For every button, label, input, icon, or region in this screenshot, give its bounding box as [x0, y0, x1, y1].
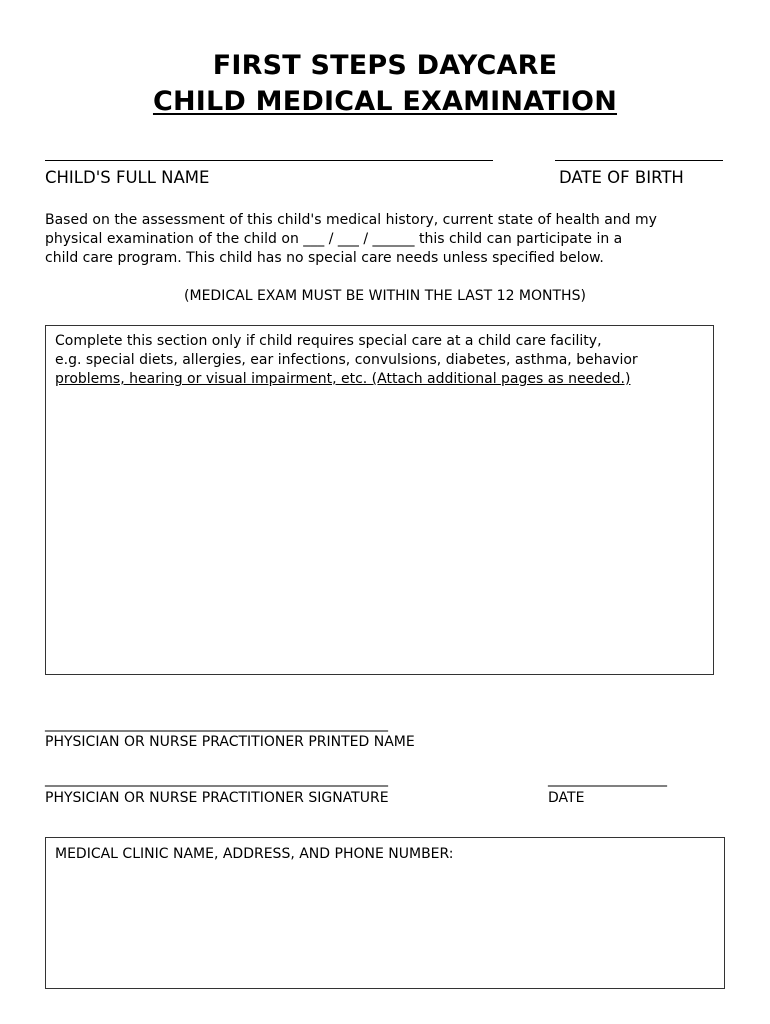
dob-line[interactable]	[555, 160, 723, 161]
child-name-label: CHILD'S FULL NAME	[45, 168, 210, 187]
special-care-line: e.g. special diets, allergies, ear infections, convulsions, diabetes, asthma, behavior	[55, 352, 638, 368]
assessment-paragraph	[45, 211, 735, 268]
clinic-info-box[interactable]	[45, 837, 725, 989]
signature-line[interactable]: _________________________________________________	[45, 771, 388, 787]
dob-label: DATE OF BIRTH	[559, 168, 684, 187]
assessment-line: Based on the assessment of this child's medical history, current state of health and my	[45, 212, 657, 228]
signature-date-line[interactable]: _________________	[548, 771, 667, 787]
printed-name-label: PHYSICIAN OR NURSE PRACTITIONER PRINTED NAME	[45, 734, 415, 750]
signature-date-label: DATE	[548, 790, 585, 806]
special-care-line: Complete this section only if child requires special care at a child care facility,	[55, 333, 602, 349]
child-name-line[interactable]	[45, 160, 493, 161]
exam-note: (MEDICAL EXAM MUST BE WITHIN THE LAST 12 MONTHS)	[184, 288, 586, 304]
special-care-line: problems, hearing or visual impairment, etc. (Attach additional pages as needed.)	[55, 371, 631, 387]
assessment-line: physical examination of the child on ___ / ___ / ______ this child can participate in a	[45, 231, 623, 247]
clinic-box-label: MEDICAL CLINIC NAME, ADDRESS, AND PHONE NUMBER:	[55, 846, 454, 862]
form-subtitle: CHILD MEDICAL EXAMINATION	[152, 86, 618, 117]
form-title: FIRST STEPS DAYCARE	[212, 50, 558, 81]
special-care-box[interactable]	[45, 325, 714, 675]
assessment-line: child care program. This child has no special care needs unless specified below.	[45, 250, 604, 266]
signature-label: PHYSICIAN OR NURSE PRACTITIONER SIGNATURE	[45, 790, 389, 806]
printed-name-line[interactable]: _________________________________________________	[45, 716, 388, 732]
